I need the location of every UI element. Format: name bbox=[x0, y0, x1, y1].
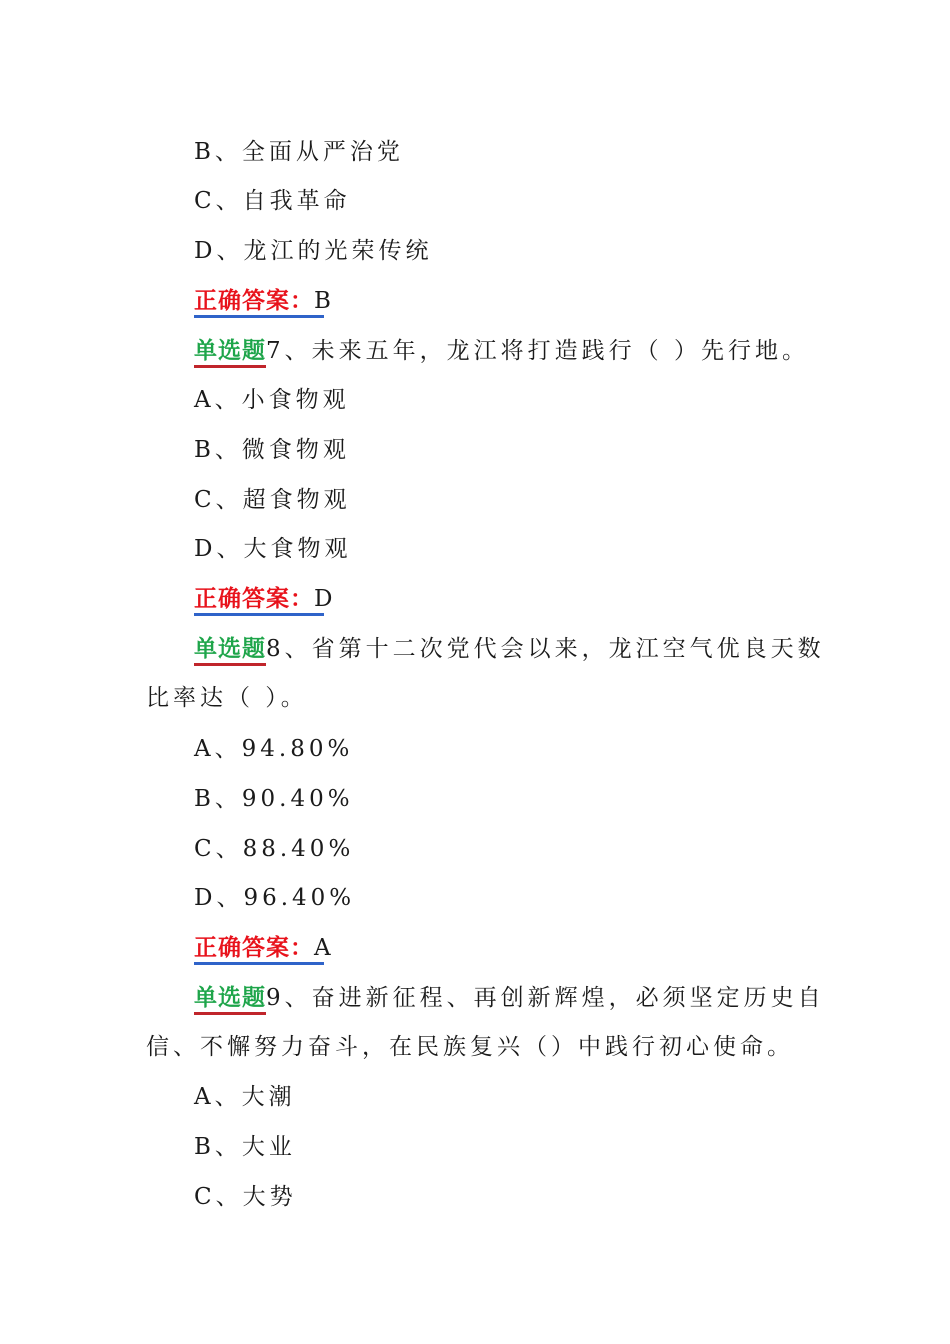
answer-line bbox=[194, 281, 331, 321]
question-text: 7、未来五年，龙江将打造践行（ ）先行地。 bbox=[266, 338, 809, 364]
option-a: A、大潮 bbox=[194, 1084, 296, 1110]
question-stem bbox=[194, 629, 825, 669]
question-text-continued: 比率达（ ）。 bbox=[146, 685, 308, 711]
option-b: B、大业 bbox=[194, 1134, 296, 1160]
option-a: A、94.80% bbox=[194, 736, 354, 762]
answer-line bbox=[194, 928, 331, 968]
answer-label: 正确答案： bbox=[194, 579, 314, 619]
answer-value: B bbox=[314, 288, 331, 314]
answer-label: 正确答案： bbox=[194, 281, 314, 321]
answer-value: D bbox=[314, 586, 333, 612]
question-type-label: 单选题 bbox=[194, 331, 266, 371]
question-stem bbox=[194, 978, 825, 1018]
question-text: 9、奋进新征程、再创新辉煌，必须坚定历史自 bbox=[266, 985, 825, 1011]
answer-label: 正确答案： bbox=[194, 928, 314, 968]
option-d: D、96.40% bbox=[194, 885, 356, 911]
question-type-label: 单选题 bbox=[194, 978, 266, 1018]
option-b: B、全面从严治党 bbox=[194, 139, 404, 165]
question-stem bbox=[194, 331, 809, 371]
option-d: D、大食物观 bbox=[194, 536, 352, 562]
answer-value: A bbox=[314, 935, 331, 961]
question-text: 8、省第十二次党代会以来，龙江空气优良天数 bbox=[266, 636, 825, 662]
option-c: C、自我革命 bbox=[194, 188, 351, 214]
option-c: C、88.40% bbox=[194, 836, 355, 862]
option-b: B、微食物观 bbox=[194, 437, 350, 463]
option-a: A、小食物观 bbox=[194, 387, 350, 413]
option-d: D、龙江的光荣传统 bbox=[194, 238, 433, 264]
option-c: C、超食物观 bbox=[194, 487, 351, 513]
option-b: B、90.40% bbox=[194, 786, 354, 812]
question-type-label: 单选题 bbox=[194, 629, 266, 669]
question-text-continued: 信、不懈努力奋斗，在民族复兴（）中践行初心使命。 bbox=[146, 1034, 794, 1060]
option-c: C、大势 bbox=[194, 1184, 297, 1210]
answer-line bbox=[194, 579, 332, 619]
